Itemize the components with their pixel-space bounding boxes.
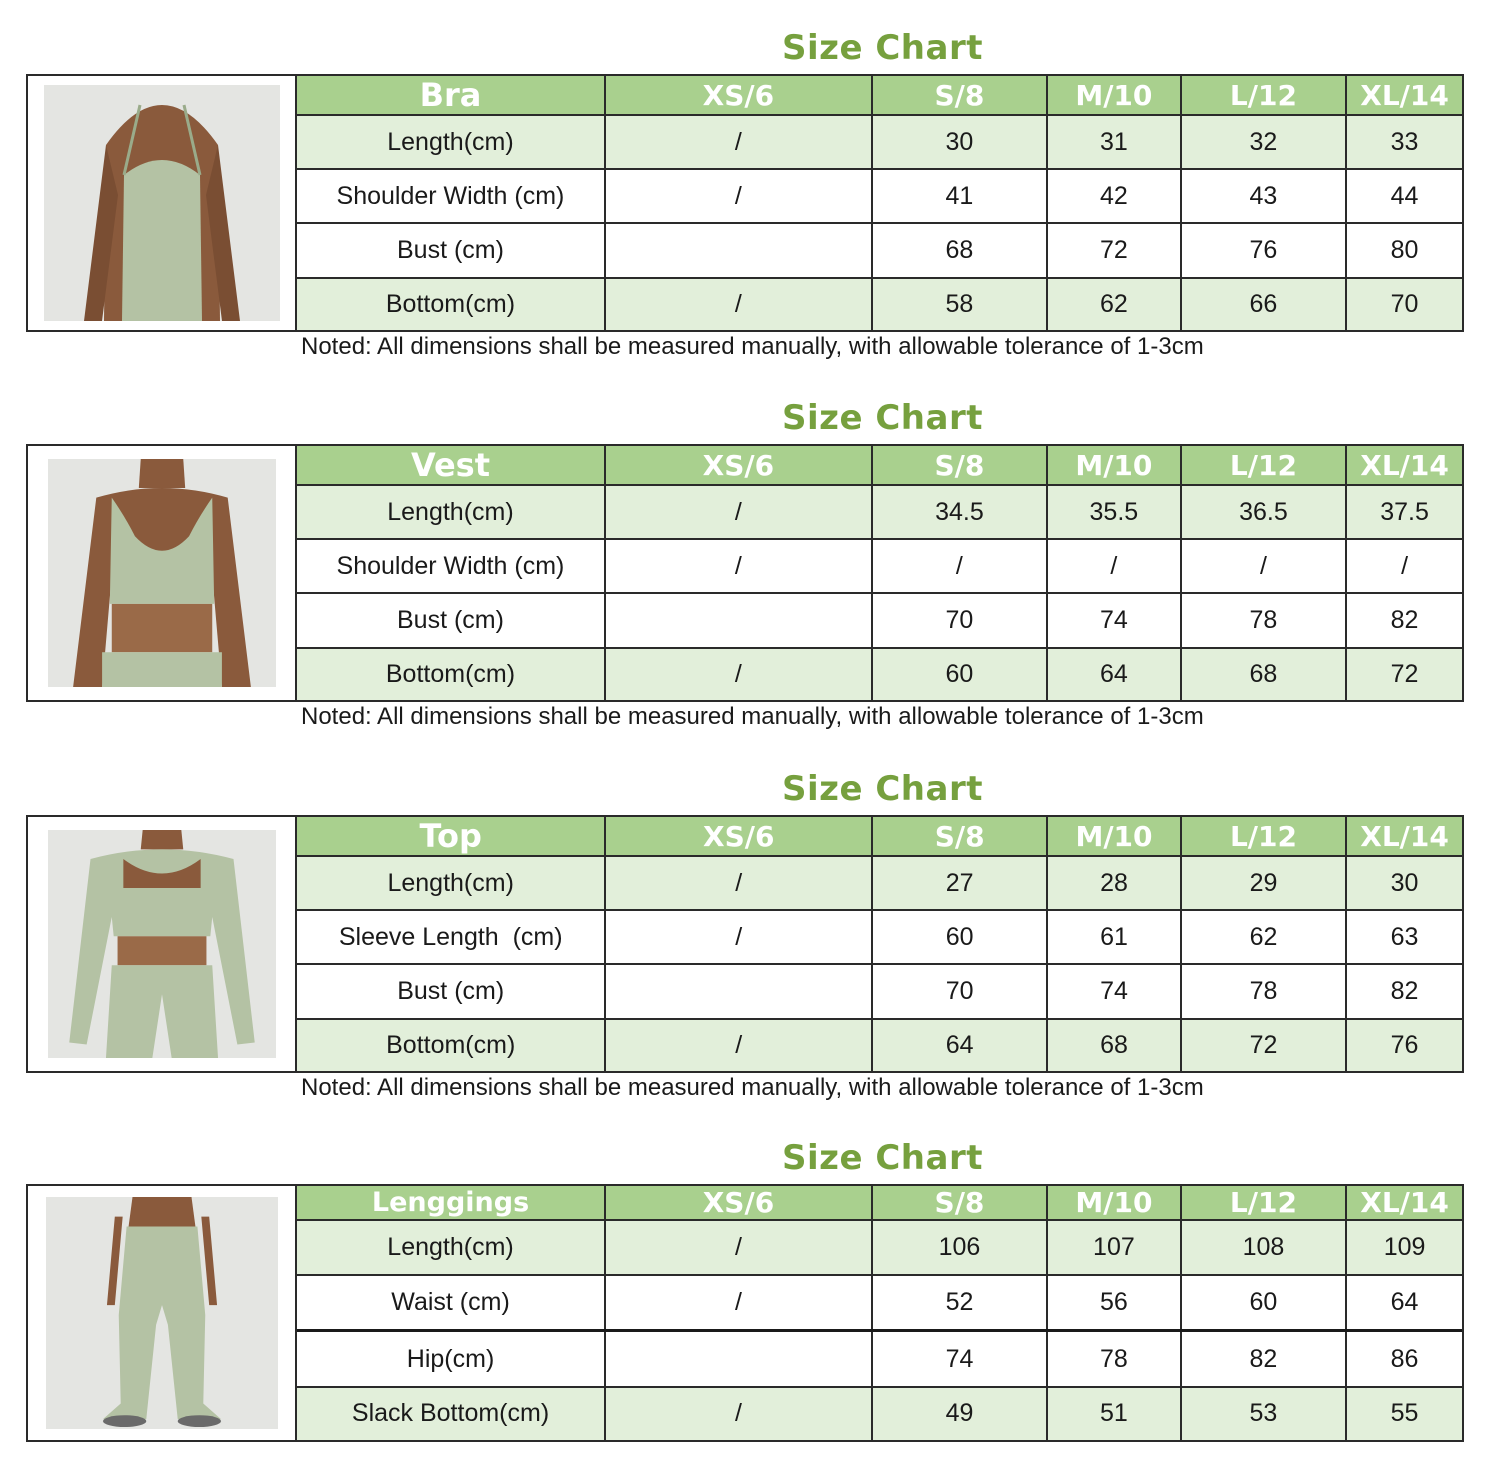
size-header: S/8 bbox=[872, 76, 1047, 115]
cell: 107 bbox=[1047, 1220, 1181, 1275]
row-label: Length(cm) bbox=[297, 1220, 605, 1275]
size-header: XS/6 bbox=[605, 817, 872, 856]
row-label: Bust (cm) bbox=[297, 964, 605, 1018]
cell: 55 bbox=[1346, 1387, 1462, 1440]
size-header: S/8 bbox=[872, 446, 1047, 485]
size-header: S/8 bbox=[872, 1186, 1047, 1220]
size-header: XL/14 bbox=[1346, 817, 1462, 856]
header-row bbox=[297, 817, 1462, 856]
cell: / bbox=[605, 648, 872, 700]
cell: 41 bbox=[872, 169, 1047, 223]
table-row bbox=[297, 910, 1462, 964]
cell: / bbox=[605, 910, 872, 964]
cell: 44 bbox=[1346, 169, 1462, 223]
cell: 109 bbox=[1346, 1220, 1462, 1275]
vest-photo-icon bbox=[48, 459, 276, 687]
product-name: Lenggings bbox=[297, 1186, 605, 1220]
size-header: M/10 bbox=[1047, 76, 1181, 115]
photo-cell bbox=[28, 446, 297, 700]
cell: 51 bbox=[1047, 1387, 1181, 1440]
cell: / bbox=[605, 485, 872, 539]
cell: / bbox=[605, 1275, 872, 1331]
cell: 42 bbox=[1047, 169, 1181, 223]
tolerance-note: Noted: All dimensions shall be measured manually, with allowable tolerance of 1-3cm bbox=[301, 703, 1204, 730]
cell: 108 bbox=[1181, 1220, 1346, 1275]
chart-title: Size Chart bbox=[782, 398, 983, 438]
size-header: XL/14 bbox=[1346, 76, 1462, 115]
cell: 78 bbox=[1047, 1331, 1181, 1387]
cell: 76 bbox=[1346, 1019, 1462, 1071]
row-label: Bust (cm) bbox=[297, 593, 605, 647]
cell: 106 bbox=[872, 1220, 1047, 1275]
cell: 74 bbox=[872, 1331, 1047, 1387]
row-label: Shoulder Width (cm) bbox=[297, 169, 605, 223]
cell: 74 bbox=[1047, 964, 1181, 1018]
cell: 72 bbox=[1047, 223, 1181, 277]
cell: 78 bbox=[1181, 593, 1346, 647]
cell: 82 bbox=[1346, 964, 1462, 1018]
row-label: Length(cm) bbox=[297, 115, 605, 169]
cell: 60 bbox=[872, 648, 1047, 700]
size-header: XS/6 bbox=[605, 76, 872, 115]
tolerance-note: Noted: All dimensions shall be measured manually, with allowable tolerance of 1-3cm bbox=[301, 333, 1204, 360]
table-row bbox=[297, 115, 1462, 169]
size-header: L/12 bbox=[1181, 446, 1346, 485]
cell: 27 bbox=[872, 856, 1047, 910]
cell: 31 bbox=[1047, 115, 1181, 169]
cell: 28 bbox=[1047, 856, 1181, 910]
cell bbox=[605, 964, 872, 1018]
cell: 30 bbox=[1346, 856, 1462, 910]
cell: 68 bbox=[1181, 648, 1346, 700]
cell: / bbox=[1047, 539, 1181, 593]
cell: 82 bbox=[1346, 593, 1462, 647]
chart-frame bbox=[26, 444, 1464, 702]
chart-title: Size Chart bbox=[782, 1138, 983, 1178]
cell: / bbox=[605, 539, 872, 593]
chart-frame bbox=[26, 74, 1464, 332]
table-row bbox=[297, 278, 1462, 330]
row-label: Bottom(cm) bbox=[297, 1019, 605, 1071]
chart-frame bbox=[26, 815, 1464, 1073]
cell: / bbox=[1181, 539, 1346, 593]
table-row bbox=[297, 1387, 1462, 1440]
size-table bbox=[297, 1186, 1462, 1440]
cell: 36.5 bbox=[1181, 485, 1346, 539]
cell: / bbox=[605, 1220, 872, 1275]
tolerance-note: Noted: All dimensions shall be measured manually, with allowable tolerance of 1-3cm bbox=[301, 1074, 1204, 1101]
cell: / bbox=[605, 169, 872, 223]
size-header: L/12 bbox=[1181, 817, 1346, 856]
row-label: Slack Bottom(cm) bbox=[297, 1387, 605, 1440]
cell: 63 bbox=[1346, 910, 1462, 964]
row-label: Sleeve Length (cm) bbox=[297, 910, 605, 964]
header-row bbox=[297, 76, 1462, 115]
cell: 62 bbox=[1181, 910, 1346, 964]
cell: / bbox=[605, 278, 872, 330]
cell bbox=[605, 223, 872, 277]
cell: 62 bbox=[1047, 278, 1181, 330]
cell: 37.5 bbox=[1346, 485, 1462, 539]
row-label: Length(cm) bbox=[297, 485, 605, 539]
cell: / bbox=[1346, 539, 1462, 593]
row-label: Shoulder Width (cm) bbox=[297, 539, 605, 593]
cell bbox=[605, 593, 872, 647]
cell: 64 bbox=[872, 1019, 1047, 1071]
cell: 43 bbox=[1181, 169, 1346, 223]
leggings-photo-icon bbox=[46, 1197, 278, 1429]
table-row bbox=[297, 648, 1462, 700]
cell: 72 bbox=[1181, 1019, 1346, 1071]
photo-cell bbox=[28, 1186, 297, 1440]
chart-title: Size Chart bbox=[782, 28, 983, 68]
size-header: L/12 bbox=[1181, 1186, 1346, 1220]
header-row bbox=[297, 1186, 1462, 1220]
cell: 30 bbox=[872, 115, 1047, 169]
table-row bbox=[297, 223, 1462, 277]
photo-cell bbox=[28, 76, 297, 330]
table-row bbox=[297, 169, 1462, 223]
table-row bbox=[297, 1220, 1462, 1275]
row-label: Bust (cm) bbox=[297, 223, 605, 277]
cell: 70 bbox=[1346, 278, 1462, 330]
cell: 52 bbox=[872, 1275, 1047, 1331]
cell: 68 bbox=[1047, 1019, 1181, 1071]
row-label: Waist (cm) bbox=[297, 1275, 605, 1331]
cell: / bbox=[605, 115, 872, 169]
table-row bbox=[297, 539, 1462, 593]
product-name: Bra bbox=[297, 76, 605, 115]
bra-photo-icon bbox=[44, 85, 280, 321]
cell bbox=[605, 1331, 872, 1387]
cell: / bbox=[605, 856, 872, 910]
product-name: Top bbox=[297, 817, 605, 856]
table-row bbox=[297, 593, 1462, 647]
cell: 72 bbox=[1346, 648, 1462, 700]
cell: 35.5 bbox=[1047, 485, 1181, 539]
size-header: M/10 bbox=[1047, 446, 1181, 485]
cell: / bbox=[605, 1019, 872, 1071]
cell: 53 bbox=[1181, 1387, 1346, 1440]
size-header: S/8 bbox=[872, 817, 1047, 856]
chart-title: Size Chart bbox=[782, 769, 983, 809]
cell: 64 bbox=[1047, 648, 1181, 700]
cell: 60 bbox=[872, 910, 1047, 964]
cell: 29 bbox=[1181, 856, 1346, 910]
row-label: Length(cm) bbox=[297, 856, 605, 910]
cell: / bbox=[872, 539, 1047, 593]
cell: 32 bbox=[1181, 115, 1346, 169]
product-name: Vest bbox=[297, 446, 605, 485]
table-row bbox=[297, 964, 1462, 1018]
chart-frame bbox=[26, 1184, 1464, 1442]
size-table bbox=[297, 817, 1462, 1071]
size-header: M/10 bbox=[1047, 817, 1181, 856]
cell: 34.5 bbox=[872, 485, 1047, 539]
table-row bbox=[297, 485, 1462, 539]
row-label: Bottom(cm) bbox=[297, 648, 605, 700]
cell: 60 bbox=[1181, 1275, 1346, 1331]
cell: 68 bbox=[872, 223, 1047, 277]
cell: 70 bbox=[872, 964, 1047, 1018]
size-header: XL/14 bbox=[1346, 446, 1462, 485]
cell: 61 bbox=[1047, 910, 1181, 964]
cell: / bbox=[605, 1387, 872, 1440]
size-header: XS/6 bbox=[605, 446, 872, 485]
cell: 33 bbox=[1346, 115, 1462, 169]
cell: 58 bbox=[872, 278, 1047, 330]
cell: 78 bbox=[1181, 964, 1346, 1018]
cell: 86 bbox=[1346, 1331, 1462, 1387]
cell: 56 bbox=[1047, 1275, 1181, 1331]
photo-cell bbox=[28, 817, 297, 1071]
cell: 82 bbox=[1181, 1331, 1346, 1387]
cell: 76 bbox=[1181, 223, 1346, 277]
size-header: XS/6 bbox=[605, 1186, 872, 1220]
size-header: L/12 bbox=[1181, 76, 1346, 115]
cell: 49 bbox=[872, 1387, 1047, 1440]
table-row bbox=[297, 1019, 1462, 1071]
row-label: Bottom(cm) bbox=[297, 278, 605, 330]
cell: 64 bbox=[1346, 1275, 1462, 1331]
size-table bbox=[297, 76, 1462, 330]
cell: 70 bbox=[872, 593, 1047, 647]
size-header: M/10 bbox=[1047, 1186, 1181, 1220]
table-row bbox=[297, 1331, 1462, 1387]
cell: 66 bbox=[1181, 278, 1346, 330]
header-row bbox=[297, 446, 1462, 485]
size-header: XL/14 bbox=[1346, 1186, 1462, 1220]
size-table bbox=[297, 446, 1462, 700]
cell: 74 bbox=[1047, 593, 1181, 647]
table-row bbox=[297, 1275, 1462, 1331]
cell: 80 bbox=[1346, 223, 1462, 277]
table-row bbox=[297, 856, 1462, 910]
top-photo-icon bbox=[48, 830, 276, 1058]
row-label: Hip(cm) bbox=[297, 1331, 605, 1387]
